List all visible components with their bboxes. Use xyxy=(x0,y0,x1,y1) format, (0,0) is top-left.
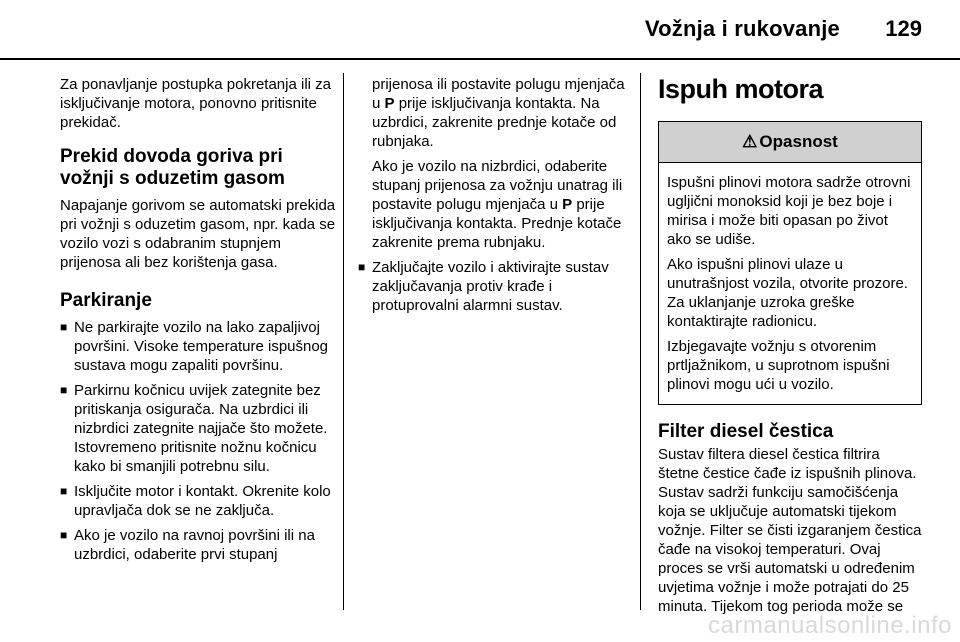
watermark: carmanualsonline.info xyxy=(708,612,952,639)
header-divider xyxy=(0,58,960,60)
intro-paragraph: Za ponavljanje postupka pokretanja ili za isključivanje motora, ponovno pritisnite prekidač. xyxy=(60,76,332,131)
warning-paragraph: Izbjegavajte vožnju s otvorenim prtljažnikom, u suprotnom ispušni plinovi mogu ući u vozilo. xyxy=(667,338,890,393)
list-item: ■ Ne parkirajte vozilo na lako zapaljivoj površini. Visoke temperature ispušnog sustava mogu zapaliti površinu. xyxy=(60,319,329,374)
bullet-icon: ■ xyxy=(60,484,68,498)
page-number: 129 xyxy=(885,16,922,41)
column-middle xyxy=(358,75,628,321)
warning-box xyxy=(658,121,922,405)
list-item: ■ Ako je vozilo na ravnoj površini ili na uzbrdici, odaberite prvi stupanj xyxy=(60,527,315,563)
gear-p-key: P xyxy=(562,196,573,213)
bullet-icon: ■ xyxy=(60,528,68,542)
fuel-cut-heading: Prekid dovoda goriva pri vožnji s oduzetim gasom xyxy=(60,146,285,189)
page-header xyxy=(0,0,960,60)
lock-list xyxy=(358,258,628,315)
bullet-icon: ■ xyxy=(60,320,68,334)
gear-p-key: P xyxy=(384,95,395,112)
list-item-continued: prijenosa ili postavite polugu mjenjača u P prije isključivanja kontakta. Na uzbrdici, zakrenite prednje kotače od rubnjaka. xyxy=(372,76,625,150)
exhaust-heading: Ispuh motora xyxy=(658,74,824,104)
warning-triangle-icon: ⚠ xyxy=(742,132,758,151)
list-item: ■ Isključite motor i kontakt. Okrenite kolo upravljača dok se ne zaključa. xyxy=(60,483,331,519)
warning-header: ⚠ Opasnost xyxy=(659,122,921,163)
bullet-icon: ■ xyxy=(60,383,68,397)
filter-paragraph: Sustav filtera diesel čestica filtrira štetne čestice čađe iz ispušnih plinova. Sustav sadrži funkciju samočišćenja koja se uključuje automatski tijekom vožnje. Filter se čisti izgaranjem čestica čađe na visokoj temperaturi. Ovaj proces se vrši automatski u određenim uvjetima vožnje i može potrajati do 25 minuta. Tijekom tog perioda može se xyxy=(658,446,922,615)
filter-heading: Filter diesel čestica xyxy=(658,421,834,442)
parking-list xyxy=(60,318,336,564)
page-title: Vožnja i rukovanje xyxy=(644,16,840,41)
column-divider xyxy=(640,73,641,610)
downhill-paragraph: Ako je vozilo na nizbrdici, odaberite stupanj prijenosa za vožnju unatrag ili postavite polugu mjenjača u P prije isključivanja kontakta. Prednje kotače zakrenite prema rubnjaku. xyxy=(372,158,623,251)
warning-paragraph: Ako ispušni plinovi ulaze u unutrašnjost vozila, otvorite prozore. Za uklanjanje uzroka greške kontaktirajte radionicu. xyxy=(667,256,908,330)
bullet-icon: ■ xyxy=(358,260,366,274)
warning-paragraph: Ispušni plinovi motora sadrže otrovni ugljični monoksid koji je bez boje i mirisa i može biti opasan po život ako se udiše. xyxy=(667,174,911,248)
parking-heading: Parkiranje xyxy=(60,290,152,311)
column-right xyxy=(658,73,922,622)
column-divider xyxy=(343,73,344,610)
list-item: ■ Zaključajte vozilo i aktivirajte sustav zaključavanja protiv krađe i protuprovalni alarmni sustav. xyxy=(358,259,609,314)
fuel-cut-paragraph: Napajanje gorivom se automatski prekida pri vožnji s oduzetim gasom, npr. kada se vozilo vozi s odabranim stupnjem prijenosa ali bez korištenja gasa. xyxy=(60,197,336,271)
warning-body xyxy=(659,163,921,404)
list-item: ■ Parkirnu kočnicu uvijek zategnite bez pritiskanja osigurača. Na uzbrdici ili nizbrdici zategnite najjače što možete. Istovremeno pritisnite nožnu kočnicu kako bi smanjili potrebnu silu. xyxy=(60,382,328,475)
column-left xyxy=(60,75,336,570)
